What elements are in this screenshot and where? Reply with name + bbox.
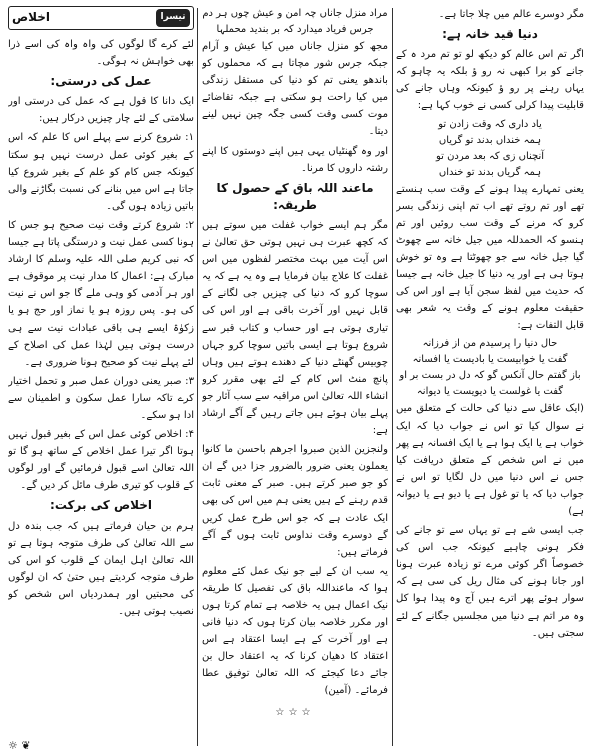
- column-left: [8, 6, 194, 748]
- stars-divider: ☆☆☆: [275, 706, 315, 718]
- paragraph: (ایک عاقل سے دنیا کی حالت کے متعلق میں نے سوال کیا تو اس نے جواب دیا کہ ایک خواب ہے یا ایک ہوا ہے یا ایک افسانہ ہے پھر میں نے اس شخص کے متعلق دریافت کیا جس نے اس دنیا میں دل لگایا تو اس نے جواب دیا کہ یا تو غول ہے یا دیو ہے یا دیوانہ ہے): [396, 403, 584, 517]
- paragraph: یہ سب ان کے لیے جو نیک عمل کئے معلوم ہوا کہ ماعنداللہ باق کی تفصیل کا طریقہ نیک اعمال ہیں یہ خلاصہ ہے تمام کرتا ہوں اور مکرر خلاصہ بیان کرتا ہوں کہ دنیا فانی ہے اور آخرت کے ہے ایسا اعتقاد ہے اس اعتقاد کا دھیان کرنا کہ یہ اعتقاد حال بن جائے دعا کیجئے کہ اللہ تعالیٰ توفیق عطا فرمائے۔ (آمین): [202, 565, 388, 697]
- paragraph: مگر دوسرے عالم میں چلا جاتا ہے۔: [438, 9, 584, 20]
- footer-ornament: ☼ ❦: [8, 739, 31, 752]
- verse-line: جرس فریاد میدارد کہ بر بندید محملہا: [216, 24, 374, 35]
- verse-line: آنچناں زی کہ بعد مردن تو: [435, 150, 545, 162]
- paragraph: لئے کرے گا لوگوں کی واہ واہ کی اسے ذرا بھی خواہش نہ ہوگی۔: [8, 39, 194, 68]
- paragraph: ہرم بن حیان فرماتے ہیں کہ جب بندہ دل سے اللہ تعالیٰ کی طرف متوجہ ہوتا ہے تو اللہ تعالیٰ اہل ایمان کے قلوب کو اس کی طرف متوجہ کردیتے ہیں حتیٰ کہ ان لوگوں کی محبتیں اور ہمدردیاں اس شخص کو نصیب ہوتی ہیں۔: [8, 520, 194, 617]
- section-heading: دنیا قید خانہ ہے:: [442, 27, 538, 42]
- paragraph: اور وہ گھنٹیاں یہی ہیں اپنے دوستوں کا اپنے رشتہ داروں کا مرنا۔: [202, 145, 388, 174]
- verse-line: باز گفتم حال آنکس گو کہ دل در بست بر او: [399, 370, 581, 382]
- column-middle: [202, 6, 388, 748]
- verse-line: گفت یا غولست یا دیویست یا دیوانہ: [416, 386, 564, 398]
- verse-line: ہمہ خنداں بدند تو گریاں: [438, 134, 542, 146]
- section-heading: ماعند اللہ باق کے حصول کا طریقہ:: [216, 180, 374, 212]
- section-label-box: [8, 6, 194, 30]
- verse-line: حال دنیا را پرسیدم من از فرزانہ: [422, 338, 558, 350]
- paragraph: مجھ کو منزل جاناں میں کیا عیش و آرام جبکہ جرس شور مچاتا ہے کہ محملوں کو باندھو یعنی تم کو دنیا کی مستقل زندگی میں کیا راحت ہو سکتی ہے جبکہ تقاضائے موت کسی وقت کسی جگہ چین نہیں لینے دیتا۔: [202, 41, 388, 138]
- section-heading: اخلاص کی برکت:: [50, 498, 152, 513]
- section-heading: عمل کی درستی:: [50, 74, 152, 89]
- column-divider: [392, 8, 393, 746]
- column-right: [396, 6, 584, 748]
- column-divider: [197, 8, 198, 746]
- paragraph: ۲: شروع کرتے وقت نیت صحیح ہو جس کا ہونا کسی عمل نیت و درستگی پاتا ہے جیسا کہ نبی کریم صلی اللہ علیہ وسلم کا ارشاد مبارک ہے: اعمال کا مدار نیت پر موقوف ہے اور ہر آدمی کو وہی ملے گا جو اس نے نیت کی ہو۔ پس روزہ ہو یا نماز اور حج ہو یا زکوٰۃ ایسے ہی باقی عبادات نیت سے ہی درست ہوتی ہیں لہٰذا عمل کی اصلاح کے لئے پہلے نیت کو صحیح ہونا ضروری ہے۔: [8, 219, 194, 368]
- verse-line: ہمہ گریاں بدند تو خنداں: [438, 166, 542, 178]
- section-label-title: اخلاص: [12, 10, 51, 25]
- paragraph: ایک دانا کا قول ہے کہ عمل کی درستی اور سلامتی کے لئے چار چیزیں درکار ہیں:: [8, 96, 194, 125]
- section-badge: تیسرا: [156, 9, 190, 27]
- verse-line: گفت یا خوابیست یا بادیست یا افسانہ: [412, 354, 568, 366]
- paragraph: ولنجزین الذین صبروا اجرھم باحسن ما کانوا یعملون یعنی ضرور بالضرور جزا دیں گے ان کو جو صبر کرتے ہیں۔ صبر کے معنی ثابت قدم رہنے کے ہیں یعنی ہم میں اس کی بھی ایک عادت ہے کہ جو اس طرح عمل کریں گے دوسرے وقت نداوس ثابت ہوں گے آگے فرماتے ہیں:: [202, 444, 388, 558]
- verse-line: مراد منزل جاناں چہ امن و عیش چوں ہر دم: [202, 8, 388, 19]
- paragraph: اگر تم اس عالم کو دیکھ لو تو تم مرد ہ کے جانے کو برا کبھی نہ رو ؤ بلکہ یہ چاہو کہ یہاں رہنے پر رو ؤ کیونکہ وہاں جانے کی قابلیت پیدا کرلی کسی نے خوب کہا ہے:: [396, 49, 584, 112]
- paragraph: ۱: شروع کرنے سے پہلے اس کا علم کہ اس کے بغیر کوئی عمل درست نہیں ہو سکتا کیونکہ جس کام کو علم کے بغیر شروع کیا جاتا ہے اس میں بنانے کی نسبت بگاڑنے والی باتیں زیادہ ہوں گی۔: [8, 132, 194, 212]
- paragraph: مگر ہم ایسے خواب غفلت میں سوتے ہیں کہ کچھ عبرت ہی نہیں ہوتی حق تعالیٰ نے اس آیت میں بہت مختصر لفظوں میں اس غفلت کا علاج بیان فرمایا ہے وہ یہ ہے کہ یہ سوچا کرو کہ دنیا کی چیزیں جی لگانے کے قابل نہیں اور آخرت باقی ہے اور اس کی تیاری ہوتی ہے اور حساب و کتاب قبر سے شروع ہوتا ہے ایسی باتیں سوچا کرو جہاں چوبیس گھنٹے دنیا کے دھندے ہوتے ہیں وہاں پانچ منٹ اس کام کے لئے بھی مقرر کرو انشاء اللہ تعالیٰ اس مراقبہ سے سب آثار جو پہلے بیان ہوئے ہیں جاتے رہیں گے آگے ارشاد ہے:: [202, 219, 388, 437]
- paragraph: یعنی تمہارے پیدا ہونے کے وقت سب ہنستے تھے اور تم روتے تھے اب تم اپنی زندگی بسر کرو کہ مرنے کے وقت سب روئیں اور تم ہنسو کہ الحمدللہ میں جیل خانہ سے چھوٹ گیا جیل خانہ سے جو چھوٹتا ہے وہ تو خوش ہوتا ہی ہے اور یہ دنیا کا جیل خانہ ہے جیسا کہ حدیث میں لفظ سجن آیا ہے اور اس کی حقیقت معلوم ہونے کے وقت یہ شعر بھی قابل التفات ہے:: [396, 183, 584, 332]
- paragraph: جب ایسی شے ہے تو یہاں سے تو جانے کی فکر ہونی چاہیے کیونکہ جب اس کی خصوصاً اگر کوئی مرے تو زیادہ عبرت ہونا اور جانا ہونے کی مثال ریل کی سی ہے کہ سوار ہوئے پھر اترے ہیں آج وہ پیدا ہوا کل وہ مر اتم ہے دنیا میں مجلسیں جگانے کے لئے سجتی ہیں۔: [396, 525, 584, 639]
- verse-line: یاد داری کہ وقت زادن تو: [438, 118, 542, 130]
- paragraph: ۴: اخلاص کوئی عمل اس کے بغیر قبول نہیں ہوتا اگر تیرا عمل اخلاص کے ساتھ ہو گا تو اللہ تعالیٰ اسے قبول فرمائیں گے اور لوگوں کے قلوب کو تیری طرف مائل کر دیں گے۔: [8, 429, 194, 492]
- paragraph: ۳: صبر یعنی دوران عمل صبر و تحمل اختیار کرے تاکہ سارا عمل سکون و اطمینان سے ادا ہو سکے۔: [8, 375, 194, 421]
